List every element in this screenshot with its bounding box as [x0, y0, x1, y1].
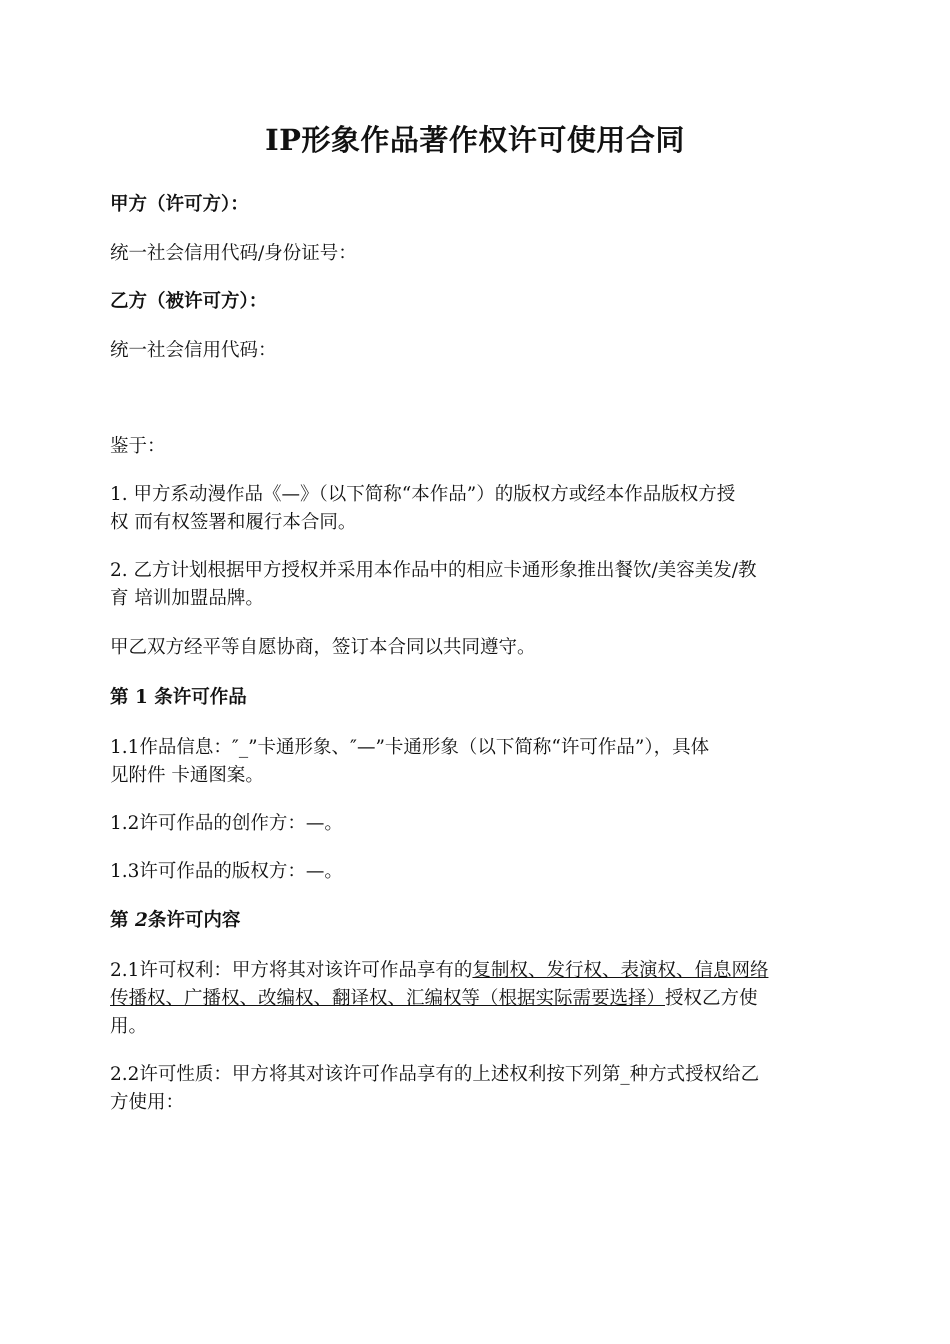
article-2-heading-suffix: 条许可内容	[147, 910, 241, 931]
clause-2-1-rights-underlined-1: 复制权、发行权、表演权、信息网络	[472, 960, 769, 981]
clause-1-1-line-2: 见附件 卡通图案。	[110, 765, 264, 786]
party-b-label: 乙方（被许可方）：	[110, 291, 268, 312]
agreement-statement: 甲乙双方经平等自愿协商，签订本合同以共同遵守。	[110, 637, 536, 658]
recital-2-line-1: 2. 乙方计划根据甲方授权并采用本作品中的相应卡通形象推出餐饮/美容美发/教	[110, 560, 757, 581]
clause-2-2	[110, 1061, 840, 1117]
clause-2-1	[110, 957, 840, 1041]
article-2-heading-number: 2	[134, 910, 148, 931]
party-a-id-label: 统一社会信用代码/身份证号：	[110, 243, 357, 264]
clause-1-3: 1.3许可作品的版权方：—。	[110, 861, 343, 882]
recital-2	[110, 557, 840, 613]
clause-2-1-rights-underlined-2: 传播权、广播权、改编权、翻译权、汇编权等（根据实际需要选择）	[110, 988, 666, 1009]
clause-1-1	[110, 734, 840, 790]
article-1-heading: 第 1 条许可作品	[110, 687, 247, 708]
clause-2-2-line-1: 2.2许可性质：甲方将其对该许可作品享有的上述权利按下列第_种方式授权给乙	[110, 1064, 760, 1085]
clause-1-1-line-1: 1.1作品信息：″_”卡通形象、″—”卡通形象（以下简称“许可作品”），具体	[110, 737, 710, 758]
clause-2-1-line-2	[110, 985, 840, 1013]
clause-2-1-line-3: 用。	[110, 1016, 148, 1037]
clause-2-1-prefix: 2.1许可权利：甲方将其对该许可作品享有的	[110, 960, 473, 981]
document-title: IP形象作品著作权许可使用合同	[265, 123, 685, 157]
recital-2-line-2: 育 培训加盟品牌。	[110, 588, 264, 609]
article-2-heading-prefix: 第	[110, 910, 135, 931]
recital-1-line-1: 1. 甲方系动漫作品《—》（以下简称“本作品”）的版权方或经本作品版权方授	[110, 484, 736, 505]
recital-1-line-2: 权 而有权签署和履行本合同。	[110, 512, 357, 533]
whereas-heading: 鉴于：	[110, 436, 166, 457]
clause-2-1-suffix: 授权乙方使	[665, 988, 758, 1009]
article-2-heading	[110, 907, 840, 935]
clause-1-2: 1.2许可作品的创作方：—。	[110, 813, 343, 834]
recital-1	[110, 481, 840, 537]
clause-2-2-line-2: 方使用：	[110, 1092, 185, 1113]
party-a-label: 甲方（许可方）：	[110, 194, 249, 215]
party-b-id-label: 统一社会信用代码：	[110, 340, 277, 361]
clause-2-1-line-1	[110, 957, 840, 985]
